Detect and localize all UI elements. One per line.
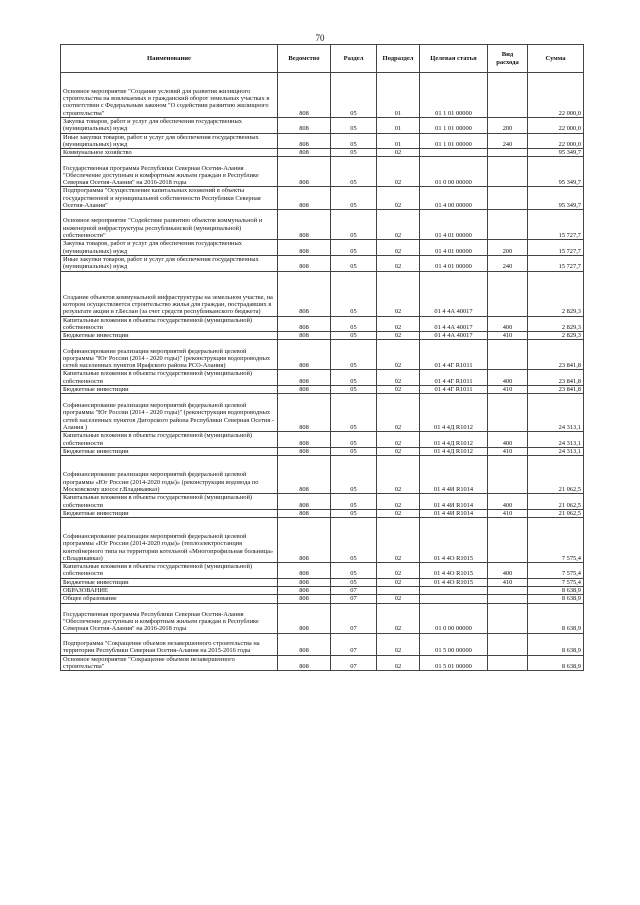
cell-sum: 15 727,7 <box>528 210 584 240</box>
cell-vid: 400 <box>488 563 528 579</box>
table-row <box>61 587 584 595</box>
cell-razdel: 07 <box>331 595 377 603</box>
cell-vid: 200 <box>488 118 528 134</box>
cell-target: 01 1 01 00000 <box>420 118 488 134</box>
table-row <box>61 332 584 340</box>
cell-target: 01 4 4О R1015 <box>420 563 488 579</box>
cell-target: 01 0 00 00000 <box>420 603 488 633</box>
cell-podrazdel: 02 <box>377 149 420 157</box>
cell-name: Государственная программа Республики Северная Осетия-Алания "Обеспечение доступным и комфортным жильем граждан в Республике Северная Осетия-Алания" на 2016-2018 годы <box>61 157 278 187</box>
cell-razdel: 05 <box>331 386 377 394</box>
cell-name: Капитальные вложения в объекты государственной (муниципальной) собственности <box>61 370 278 386</box>
cell-name: Капитальные вложения в объекты государственной (муниципальной) собственности <box>61 316 278 332</box>
cell-vid: 410 <box>488 509 528 517</box>
cell-target: 01 4 4И R1014 <box>420 509 488 517</box>
cell-podrazdel: 02 <box>377 655 420 671</box>
cell-vid <box>488 149 528 157</box>
cell-name: Капитальные вложения в объекты государственной (муниципальной) собственности <box>61 563 278 579</box>
cell-razdel: 05 <box>331 370 377 386</box>
cell-podrazdel: 02 <box>377 603 420 633</box>
cell-podrazdel: 02 <box>377 518 420 563</box>
header-vid: Вид расхода <box>488 45 528 73</box>
cell-name: Основное мероприятие "Содействие развитию объектов коммунальной и инженерной инфраструктуры республиканской (муниципальной) собственности" <box>61 210 278 240</box>
cell-sum: 22 000,0 <box>528 73 584 118</box>
cell-ved: 808 <box>278 255 331 271</box>
cell-podrazdel: 02 <box>377 394 420 432</box>
cell-razdel: 05 <box>331 447 377 455</box>
table-row <box>61 340 584 370</box>
cell-target: 01 4 4Г R1011 <box>420 370 488 386</box>
cell-podrazdel: 02 <box>377 340 420 370</box>
table-row <box>61 149 584 157</box>
cell-ved: 808 <box>278 655 331 671</box>
cell-podrazdel: 02 <box>377 494 420 510</box>
cell-target: 01 4 4О R1015 <box>420 518 488 563</box>
cell-ved: 808 <box>278 240 331 256</box>
cell-sum: 23 841,8 <box>528 386 584 394</box>
cell-podrazdel: 02 <box>377 456 420 494</box>
cell-razdel: 05 <box>331 255 377 271</box>
cell-vid <box>488 587 528 595</box>
table-row <box>61 603 584 633</box>
cell-vid <box>488 340 528 370</box>
table-row <box>61 133 584 149</box>
cell-podrazdel: 02 <box>377 633 420 655</box>
cell-ved: 808 <box>278 394 331 432</box>
cell-target: 01 4 4О R1015 <box>420 578 488 586</box>
table-row <box>61 518 584 563</box>
cell-sum: 8 638,9 <box>528 587 584 595</box>
cell-sum: 7 575,4 <box>528 518 584 563</box>
table-row <box>61 187 584 210</box>
budget-table <box>60 44 584 671</box>
cell-sum: 2 829,3 <box>528 332 584 340</box>
table-row <box>61 447 584 455</box>
cell-target: 01 4 4А 40017 <box>420 316 488 332</box>
cell-razdel: 05 <box>331 133 377 149</box>
cell-sum: 8 638,9 <box>528 603 584 633</box>
cell-name: Бюджетные инвестиции <box>61 509 278 517</box>
cell-ved: 808 <box>278 316 331 332</box>
cell-target: 01 4 01 00000 <box>420 210 488 240</box>
cell-ved: 808 <box>278 340 331 370</box>
cell-target: 01 4 4Г R1011 <box>420 386 488 394</box>
cell-target: 01 1 01 00000 <box>420 73 488 118</box>
cell-name: Бюджетные инвестиции <box>61 332 278 340</box>
header-target: Целевая статья <box>420 45 488 73</box>
cell-name: Бюджетные инвестиции <box>61 386 278 394</box>
cell-target: 01 4 4Д R1012 <box>420 394 488 432</box>
cell-podrazdel: 02 <box>377 316 420 332</box>
cell-razdel: 05 <box>331 210 377 240</box>
cell-ved: 808 <box>278 509 331 517</box>
table-row <box>61 240 584 256</box>
table-row <box>61 633 584 655</box>
cell-podrazdel: 02 <box>377 157 420 187</box>
cell-ved: 808 <box>278 587 331 595</box>
cell-target <box>420 587 488 595</box>
cell-target: 01 4 4А 40017 <box>420 271 488 316</box>
cell-target <box>420 595 488 603</box>
cell-sum: 95 349,7 <box>528 157 584 187</box>
cell-podrazdel: 02 <box>377 370 420 386</box>
cell-ved: 808 <box>278 595 331 603</box>
cell-vid: 410 <box>488 447 528 455</box>
cell-name: Основное мероприятие "Сокращение объемов незавершенного строительства" <box>61 655 278 671</box>
cell-sum: 22 000,0 <box>528 118 584 134</box>
cell-sum: 21 062,5 <box>528 509 584 517</box>
header-name: Наименование <box>61 45 278 73</box>
cell-razdel: 05 <box>331 157 377 187</box>
cell-name: Бюджетные инвестиции <box>61 578 278 586</box>
cell-sum: 21 062,5 <box>528 456 584 494</box>
cell-podrazdel: 02 <box>377 432 420 448</box>
cell-sum: 8 638,9 <box>528 655 584 671</box>
table-row <box>61 271 584 316</box>
table-row <box>61 118 584 134</box>
cell-sum: 95 349,7 <box>528 149 584 157</box>
table-row <box>61 595 584 603</box>
cell-vid <box>488 518 528 563</box>
cell-podrazdel: 01 <box>377 73 420 118</box>
header-sum: Сумма <box>528 45 584 73</box>
cell-vid <box>488 271 528 316</box>
cell-ved: 808 <box>278 494 331 510</box>
cell-vid: 400 <box>488 316 528 332</box>
cell-sum: 7 575,4 <box>528 563 584 579</box>
cell-podrazdel: 02 <box>377 578 420 586</box>
cell-name: Иные закупки товаров, работ и услуг для обеспечения государственных (муниципальных) нужд <box>61 255 278 271</box>
cell-sum: 24 313,1 <box>528 447 584 455</box>
cell-podrazdel: 02 <box>377 332 420 340</box>
table-row <box>61 316 584 332</box>
cell-target: 01 4 01 00000 <box>420 240 488 256</box>
cell-podrazdel: 02 <box>377 386 420 394</box>
cell-vid <box>488 157 528 187</box>
cell-target: 01 1 01 00000 <box>420 133 488 149</box>
cell-razdel: 05 <box>331 494 377 510</box>
table-row <box>61 509 584 517</box>
table-row <box>61 73 584 118</box>
cell-podrazdel: 02 <box>377 187 420 210</box>
cell-sum: 15 727,7 <box>528 240 584 256</box>
cell-razdel: 05 <box>331 578 377 586</box>
cell-target: 01 5 01 00000 <box>420 655 488 671</box>
cell-podrazdel <box>377 587 420 595</box>
cell-sum: 15 727,7 <box>528 255 584 271</box>
cell-razdel: 07 <box>331 603 377 633</box>
cell-razdel: 07 <box>331 587 377 595</box>
cell-target: 01 4 4И R1014 <box>420 456 488 494</box>
cell-razdel: 05 <box>331 509 377 517</box>
cell-name: Государственная программа Республики Северная Осетия-Алания "Обеспечение доступным и комфортным жильем граждан в Республике Северная Осетия-Алания" на 2016-2018 годы <box>61 603 278 633</box>
cell-ved: 808 <box>278 73 331 118</box>
cell-sum: 24 313,1 <box>528 394 584 432</box>
cell-sum: 2 829,3 <box>528 271 584 316</box>
cell-target: 01 4 4Г R1011 <box>420 340 488 370</box>
cell-ved: 808 <box>278 432 331 448</box>
cell-podrazdel: 02 <box>377 210 420 240</box>
cell-target: 01 5 00 00000 <box>420 633 488 655</box>
cell-name: Капитальные вложения в объекты государственной (муниципальной) собственности <box>61 432 278 448</box>
cell-razdel: 05 <box>331 271 377 316</box>
cell-target: 01 4 4Д R1012 <box>420 447 488 455</box>
cell-ved: 808 <box>278 633 331 655</box>
cell-podrazdel: 02 <box>377 271 420 316</box>
cell-ved: 808 <box>278 332 331 340</box>
cell-ved: 808 <box>278 370 331 386</box>
cell-podrazdel: 02 <box>377 255 420 271</box>
table-row <box>61 456 584 494</box>
cell-razdel: 05 <box>331 394 377 432</box>
header-ved: Ведомство <box>278 45 331 73</box>
cell-razdel: 05 <box>331 518 377 563</box>
cell-sum: 22 000,0 <box>528 133 584 149</box>
cell-sum: 23 841,8 <box>528 340 584 370</box>
cell-razdel: 05 <box>331 340 377 370</box>
cell-target: 01 0 00 00000 <box>420 157 488 187</box>
cell-razdel: 05 <box>331 456 377 494</box>
cell-vid <box>488 187 528 210</box>
cell-podrazdel: 02 <box>377 447 420 455</box>
cell-name: ОБРАЗОВАНИЕ <box>61 587 278 595</box>
cell-name: Коммунальное хозяйство <box>61 149 278 157</box>
cell-ved: 808 <box>278 187 331 210</box>
cell-vid <box>488 73 528 118</box>
table-row <box>61 210 584 240</box>
cell-ved: 808 <box>278 157 331 187</box>
table-row <box>61 563 584 579</box>
cell-name: Закупка товаров, работ и услуг для обеспечения государственных (муниципальных) нужд <box>61 240 278 256</box>
cell-razdel: 05 <box>331 332 377 340</box>
table-row <box>61 157 584 187</box>
cell-sum: 7 575,4 <box>528 578 584 586</box>
cell-name: Подпрограмма "Осуществление капитальных вложений в объекты государственной и муниципальной собственности Республики Северная Осетия-Алания" <box>61 187 278 210</box>
table-row <box>61 370 584 386</box>
cell-name: Закупка товаров, работ и услуг для обеспечения государственных (муниципальных) нужд <box>61 118 278 134</box>
cell-razdel: 05 <box>331 118 377 134</box>
cell-razdel: 05 <box>331 240 377 256</box>
cell-target: 01 4 4А 40017 <box>420 332 488 340</box>
cell-vid <box>488 456 528 494</box>
cell-vid: 410 <box>488 578 528 586</box>
cell-razdel: 05 <box>331 432 377 448</box>
table-header-row <box>61 45 584 73</box>
cell-name: Капитальные вложения в объекты государственной (муниципальной) собственности <box>61 494 278 510</box>
cell-razdel: 05 <box>331 73 377 118</box>
cell-target <box>420 149 488 157</box>
cell-vid: 410 <box>488 386 528 394</box>
cell-vid <box>488 210 528 240</box>
cell-podrazdel: 01 <box>377 133 420 149</box>
cell-target: 01 4 4И R1014 <box>420 494 488 510</box>
cell-razdel: 07 <box>331 655 377 671</box>
cell-sum: 2 829,3 <box>528 316 584 332</box>
cell-razdel: 07 <box>331 633 377 655</box>
cell-razdel: 05 <box>331 149 377 157</box>
header-podrazdel: Подраздел <box>377 45 420 73</box>
page-number: 70 <box>315 33 325 43</box>
cell-target: 01 4 01 00000 <box>420 255 488 271</box>
cell-vid <box>488 633 528 655</box>
cell-vid: 400 <box>488 432 528 448</box>
cell-ved: 808 <box>278 456 331 494</box>
cell-razdel: 05 <box>331 563 377 579</box>
table-row <box>61 432 584 448</box>
cell-vid: 400 <box>488 370 528 386</box>
cell-vid: 400 <box>488 494 528 510</box>
cell-name: Подпрограмма "Сокращение объемов незавершенного строительства на территории Республики Северная Осетия-Алания на 2015-2016 годы <box>61 633 278 655</box>
cell-vid: 200 <box>488 240 528 256</box>
header-razdel: Раздел <box>331 45 377 73</box>
cell-name: Софинансирование реализации мероприятий федеральной целевой программы "Юг России (2014 - 2020 годы)" (реконструкция водопроводных сетей населенных пунктов Дигорского района Республики Северная Осетия - Алания ) <box>61 394 278 432</box>
cell-ved: 808 <box>278 133 331 149</box>
cell-ved: 808 <box>278 578 331 586</box>
cell-name: Иные закупки товаров, работ и услуг для обеспечения государственных (муниципальных) нужд <box>61 133 278 149</box>
cell-sum: 21 062,5 <box>528 494 584 510</box>
table-row <box>61 578 584 586</box>
cell-vid: 410 <box>488 332 528 340</box>
cell-podrazdel: 02 <box>377 240 420 256</box>
cell-target: 01 4 4Д R1012 <box>420 432 488 448</box>
cell-ved: 808 <box>278 210 331 240</box>
cell-ved: 808 <box>278 118 331 134</box>
cell-ved: 808 <box>278 447 331 455</box>
cell-vid: 240 <box>488 255 528 271</box>
cell-razdel: 05 <box>331 316 377 332</box>
table-row <box>61 394 584 432</box>
cell-name: Софинансирование реализации мероприятий федеральной целевой программы «Юг России (2014-2020 годы)» (теплоэлектростанция контейнерного типа на территории котельной «Многопрофильная больница» г.Владикавказ) <box>61 518 278 563</box>
cell-vid <box>488 394 528 432</box>
cell-name: Бюджетные инвестиции <box>61 447 278 455</box>
cell-sum: 24 313,1 <box>528 432 584 448</box>
cell-sum: 8 638,9 <box>528 595 584 603</box>
cell-podrazdel: 01 <box>377 118 420 134</box>
cell-vid <box>488 603 528 633</box>
cell-vid <box>488 655 528 671</box>
cell-sum: 95 349,7 <box>528 187 584 210</box>
table-row <box>61 494 584 510</box>
cell-name: Создание объектов коммунальной инфраструктуры на земельном участке, на котором осуществляется строительство жилья для граждан, пострадавших в результате акции в г.Беслан (за счет средств республиканского бюджета) <box>61 271 278 316</box>
cell-vid: 240 <box>488 133 528 149</box>
cell-podrazdel: 02 <box>377 595 420 603</box>
cell-vid <box>488 595 528 603</box>
cell-name: Общее образование <box>61 595 278 603</box>
cell-podrazdel: 02 <box>377 509 420 517</box>
cell-name: Основное мероприятие "Создание условий для развития жилищного строительства на вовлекаемых в гражданский оборот земельных участках в соответствии с Федеральным законом "О содействии развитию жилищного строительства" <box>61 73 278 118</box>
cell-ved: 808 <box>278 603 331 633</box>
cell-sum: 8 638,9 <box>528 633 584 655</box>
cell-ved: 808 <box>278 271 331 316</box>
cell-target: 01 4 00 00000 <box>420 187 488 210</box>
table-row <box>61 655 584 671</box>
cell-name: Софинансирование реализации мероприятий федеральной целевой программы "Юг России (2014 - 2020 годы)" (реконструкция водопроводных сетей населенных пунктов Ирафского района РСО-Алания) <box>61 340 278 370</box>
cell-ved: 808 <box>278 563 331 579</box>
cell-podrazdel: 02 <box>377 563 420 579</box>
table-row <box>61 255 584 271</box>
table-row <box>61 386 584 394</box>
cell-ved: 808 <box>278 149 331 157</box>
cell-ved: 808 <box>278 518 331 563</box>
cell-razdel: 05 <box>331 187 377 210</box>
cell-sum: 23 841,8 <box>528 370 584 386</box>
cell-ved: 808 <box>278 386 331 394</box>
cell-name: Софинансирование реализации мероприятий федеральной целевой программы «Юг России (2014-2020 годы)» (реконструкция водовода по Московскому шоссе г.Владикавказ) <box>61 456 278 494</box>
